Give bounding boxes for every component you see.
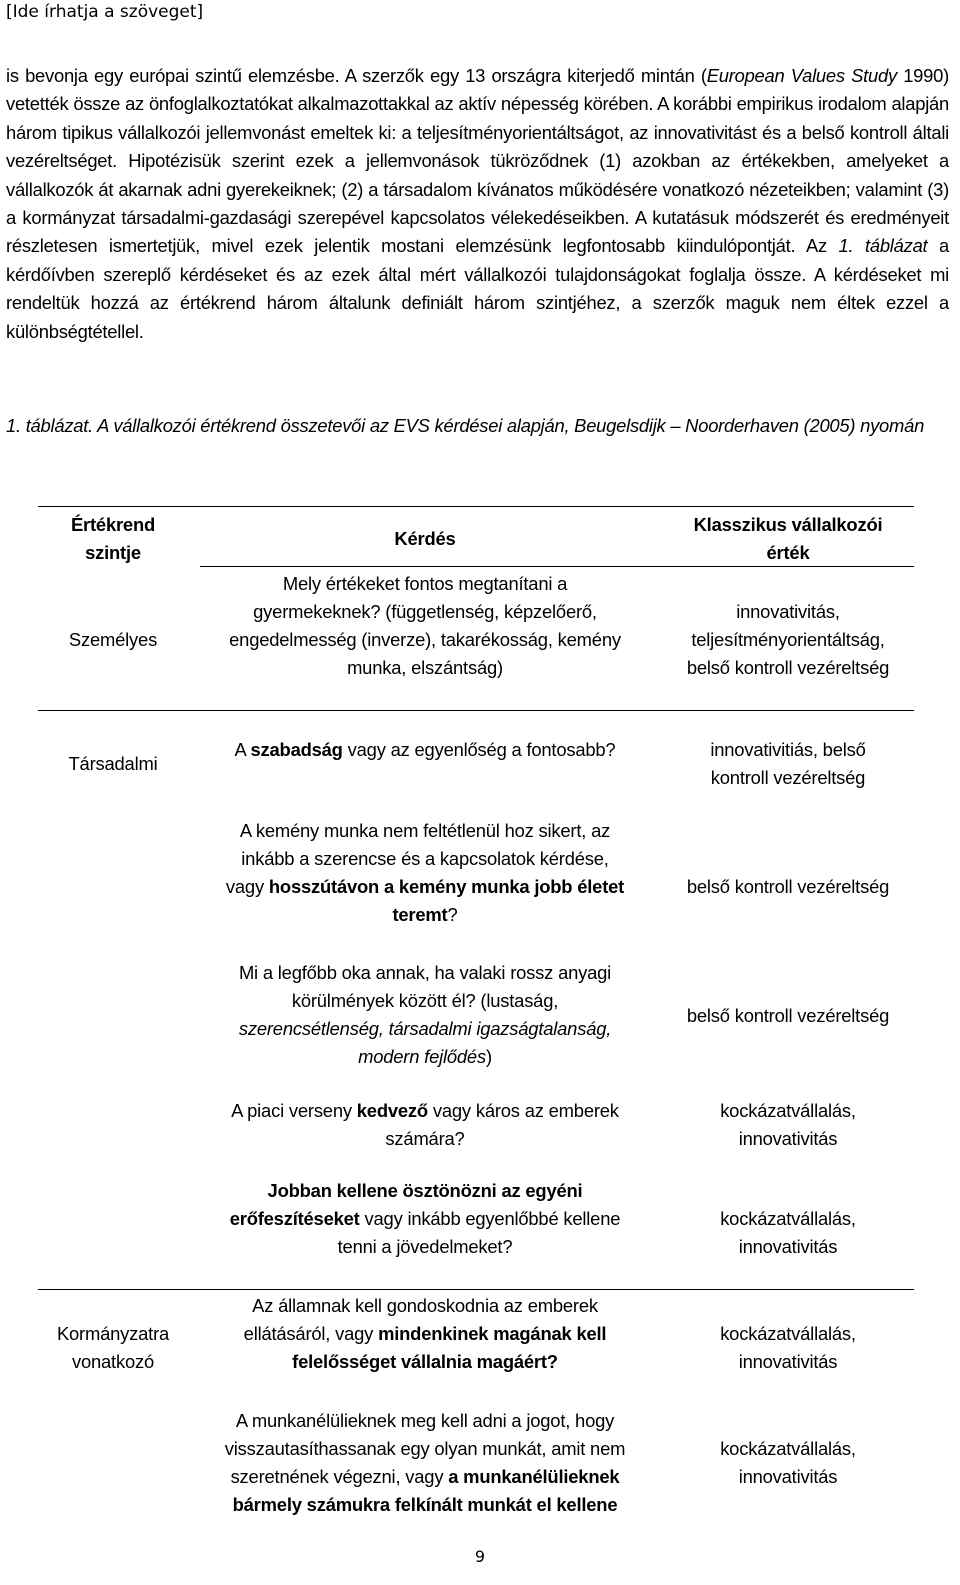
page-header: [Ide írhatja a szöveget] xyxy=(6,2,204,22)
question-cell: Jobban kellene ösztönözni az egyéni erőfeszítéseket vagy inkább egyenlőbbé kellene tenni a jövedelmeket? xyxy=(229,1180,621,1257)
value-cell: innovativitiás, belső kontroll vezéreltség xyxy=(710,739,866,788)
level-social: Társadalmi xyxy=(68,753,158,774)
question-cell: Az államnak kell gondoskodnia az emberek ellátásáról, vagy mindenkinek magának kell felelősséget vállalnia magáért? xyxy=(243,1295,607,1372)
value-cell: belső kontroll vezéreltség xyxy=(686,876,890,897)
level-personal: Személyes xyxy=(68,629,158,650)
intro-paragraph: is bevonja egy európai szintű elemzésbe. A szerzők egy 13 országra kiterjedő mintán (European Values Study 1990) vetették össze az önfoglalkoztatókat alkalmazottakkal az aktív népesség körében. A korábbi empirikus irodalom alapján három tipikus vállalkozói jellemvonást emeltek ki: a teljesítményorientáltságot, az innovativitást és a belső kontroll általi vezéreltséget. Hipotézisük szerint ezek a jellemvonások tükröződnek (1) azokban az értékekben, amelyeket a vállalkozók át akarnak adni gyerekeiknek; (2) a társadalom kívánatos működésére vonatkozó nézeteikben; valamint (3) a kormányzat társadalmi-gazdasági szerepével kapcsolatos vélekedéseikben. A kutatásuk módszerét és eredményeit részletesen ismertetjük, mivel ezek jelentik mostani elemzésünk legfontosabb kiindulópontját. Az 1. táblázat a kérdőívben szereplő kérdéseket és az ezek által mért vállalkozói tulajdonságokat foglalja össze. A kérdéseket mi rendeltük hozzá az értékrend három általunk definiált három szintjéhez, a szerzők maguk nem éltek ezzel a különbségtétellel. xyxy=(6,65,950,342)
header-value: Klasszikus vállalkozói érték xyxy=(693,514,883,563)
table-top-rule xyxy=(38,506,914,507)
header-level: Értékrend szintje xyxy=(70,514,156,563)
question-cell: A szabadság vagy az egyenlőség a fontosabb? xyxy=(234,739,616,760)
question-cell: A piaci verseny kedvező vagy káros az emberek számára? xyxy=(231,1100,619,1149)
value-cell: kockázatvállalás, innovativitás xyxy=(720,1100,856,1149)
question-cell: Mi a legfőbb oka annak, ha valaki rossz anyagi körülmények között él? (lustaság, szerencsétlenség, társadalmi igazságtalanság, modern fejlődés) xyxy=(238,962,612,1067)
page-number: 9 xyxy=(474,1547,486,1566)
section-rule-1 xyxy=(38,710,914,711)
value-cell: innovativitás, teljesítményorientáltság, belső kontroll vezéreltség xyxy=(686,601,890,678)
header-question: Kérdés xyxy=(394,528,456,549)
section-rule-2 xyxy=(38,1289,914,1290)
question-cell: Mely értékeket fontos megtanítani a gyermekeknek? (függetlenség, képzelőerő, engedelmesség (inverze), takarékosság, kemény munka, elszántság) xyxy=(229,573,621,678)
value-cell: belső kontroll vezéreltség xyxy=(686,1005,890,1026)
question-cell: A kemény munka nem feltétlenül hoz sikert, az inkább a szerencse és a kapcsolatok kérdése, vagy hosszútávon a kemény munka jobb életet teremt? xyxy=(225,820,625,925)
level-government: Kormányzatra vonatkozó xyxy=(56,1323,170,1372)
table-caption: 1. táblázat. A vállalkozói értékrend összetevői az EVS kérdései alapján, Beugelsdijk – Noorderhaven (2005) nyomán xyxy=(6,415,925,436)
value-cell: kockázatvállalás, innovativitás xyxy=(720,1438,856,1487)
value-cell: kockázatvállalás, innovativitás xyxy=(720,1208,856,1257)
value-cell: kockázatvállalás, innovativitás xyxy=(720,1323,856,1372)
question-cell: A munkanélülieknek meg kell adni a jogot, hogy visszautasíthassanak egy olyan munkát, amit nem szeretnének végezni, vagy a munkanélülieknek bármely számukra felkínált munkát el kellene xyxy=(224,1410,626,1515)
